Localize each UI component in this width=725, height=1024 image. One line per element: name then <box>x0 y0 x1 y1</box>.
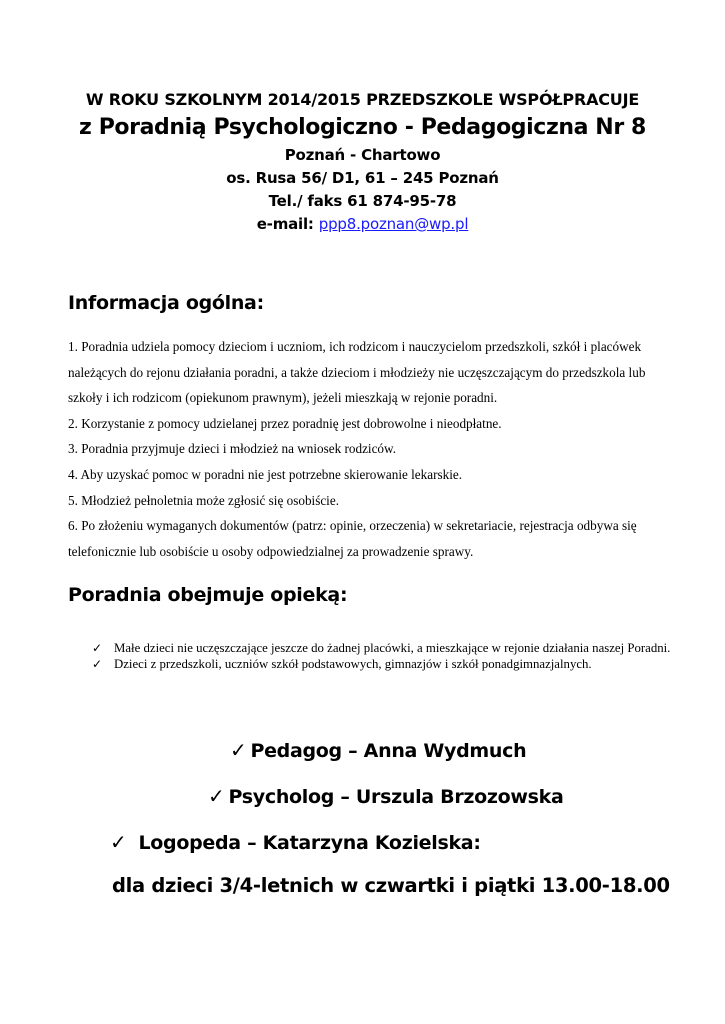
clinic-location: Poznań - Chartowo <box>284 146 441 164</box>
clinic-email-line <box>0 213 725 236</box>
checkmark-icon: ✓ <box>208 784 225 808</box>
care-item-text: Małe dzieci nie uczęszczające jeszcze do żadnej placówki, a mieszkające w rejonie działania naszej Poradni. <box>114 641 671 655</box>
info-point-2: 2. Korzystanie z pomocy udzielanej przez poradnię jest dobrowolne i nieodpłatne. <box>68 415 502 431</box>
checkmark-icon: ✓ <box>92 657 103 671</box>
care-scope-list <box>92 641 672 673</box>
staff-psycholog <box>208 784 564 808</box>
checkmark-icon: ✓ <box>92 641 103 655</box>
info-point-3: 3. Poradnia przyjmuje dzieci i młodzież na wniosek rodziców. <box>68 441 396 457</box>
info-point-1: 1. Poradnia udziela pomocy dzieciom i uczniom, ich rodzicom i nauczycielom przedszkoli, szkół i placówek należących do rejonu działania poradni, a także dzieciom i młodzieży nie uczęszczającym do przedszkola lub szkoły i ich rodzicom (opiekunom prawnym), jeżeli mieszkają w rejonie poradni. <box>68 339 646 406</box>
email-label: e-mail: <box>256 215 314 233</box>
list-item <box>92 657 672 671</box>
pedagog-text: Pedagog – Anna Wydmuch <box>250 740 527 762</box>
email-link[interactable]: ppp8.poznan@wp.pl <box>318 215 469 233</box>
letterhead <box>0 88 725 236</box>
care-item-text: Dzieci z przedszkoli, uczniów szkół podstawowych, gimnazjów i szkół ponadgimnazjalnych. <box>114 657 592 671</box>
staff-logopeda <box>110 830 481 854</box>
clinic-name: z Poradnią Psychologiczno - Pedagogiczna Nr 8 <box>79 115 646 140</box>
info-point-5: 5. Młodzież pełnoletnia może zgłosić się osobiście. <box>68 492 340 508</box>
list-item <box>92 641 672 655</box>
care-scope-title: Poradnia obejmuje opieką: <box>68 584 348 606</box>
clinic-address: os. Rusa 56/ D1, 61 – 245 Poznań <box>226 169 499 187</box>
clinic-phone: Tel./ faks 61 874-95-78 <box>268 192 457 210</box>
staff-pedagog <box>230 738 526 762</box>
checkmark-icon: ✓ <box>230 738 247 762</box>
checkmark-icon: ✓ <box>110 830 127 854</box>
info-point-4: 4. Aby uzyskać pomoc w poradni nie jest potrzebne skierowanie lekarskie. <box>68 466 463 482</box>
cooperation-heading: W ROKU SZKOLNYM 2014/2015 PRZEDSZKOLE WSPÓŁPRACUJE <box>85 90 640 109</box>
info-point-6: 6. Po złożeniu wymaganych dokumentów (patrz: opinie, orzeczenia) w sekretariacie, rejestracja odbywa się telefonicznie lub osobiście u osoby odpowiedzialnej za prowadzenie sprawy. <box>68 518 637 559</box>
logopeda-text: Logopeda – Katarzyna Kozielska: <box>138 832 481 854</box>
psycholog-text: Psycholog – Urszula Brzozowska <box>228 786 564 808</box>
general-info-list <box>68 334 664 564</box>
general-info-title: Informacja ogólna: <box>68 292 264 314</box>
speech-therapy-hours: dla dzieci 3/4-letnich w czwartki i piątki 13.00-18.00 <box>112 874 670 897</box>
